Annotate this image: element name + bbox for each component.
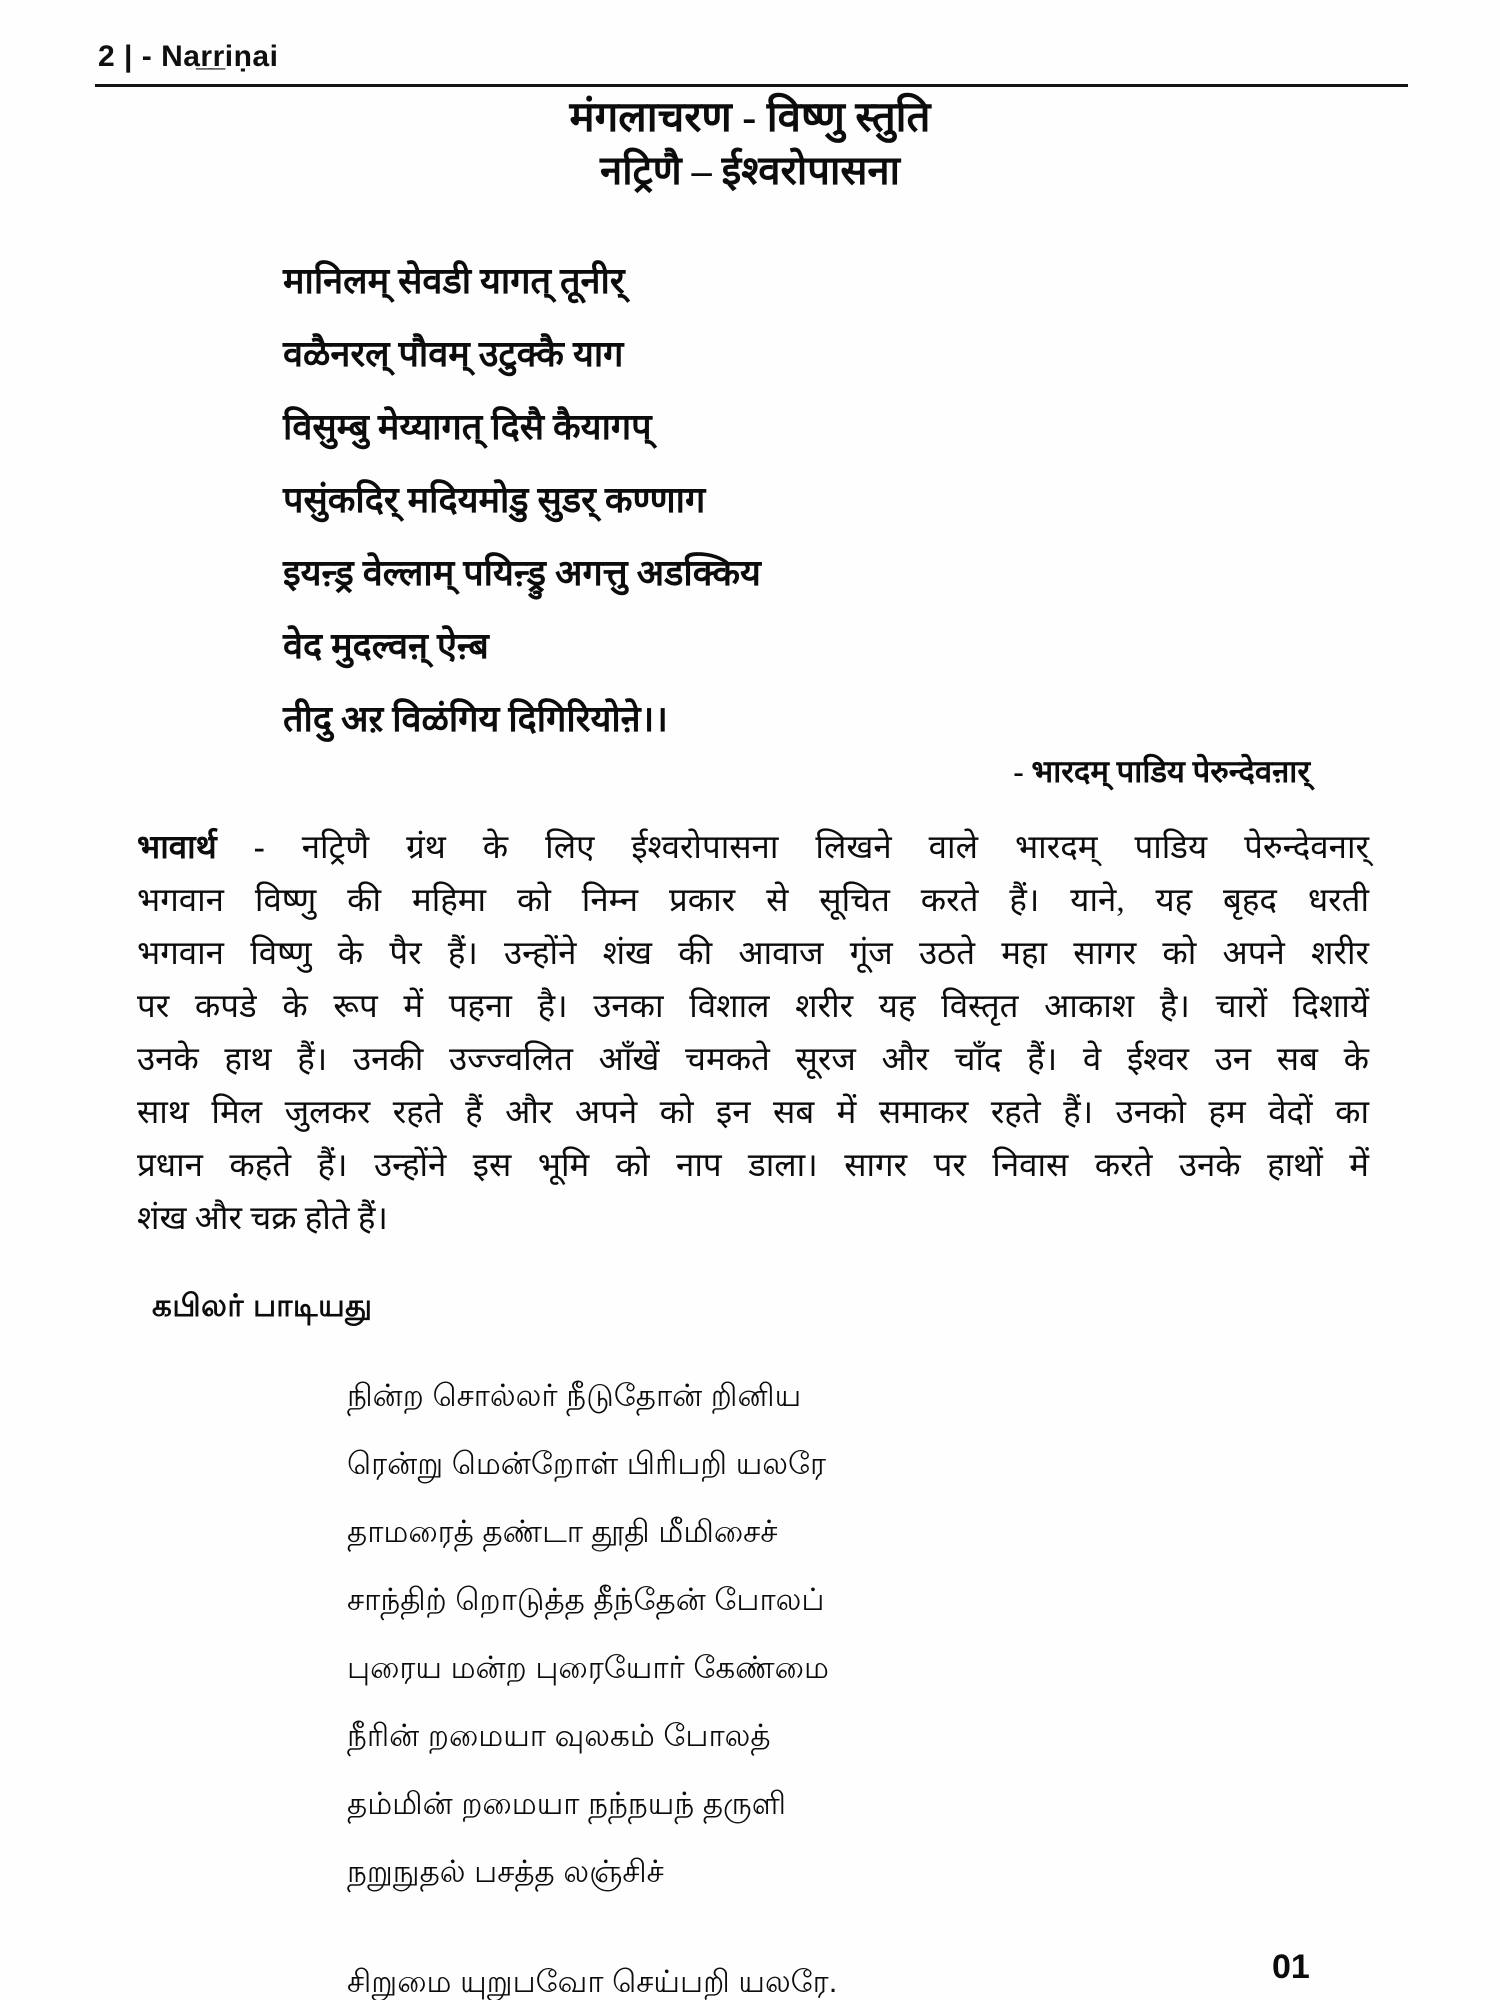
- paragraph-line: भगवान विष्णु के पैर हैं। उन्होंने शंख की आवाज गूंज उठते महा सागर को अपने शरीर: [137, 936, 1369, 972]
- verse-line: इयऩ्ड्र वेल्लाम् पयिऩ्ड्रु अगत्तु अडक्किय: [283, 553, 761, 593]
- verse-line: वेद मुदल्वऩ् ऐऩ्ब: [283, 626, 489, 666]
- paragraph-line: [137, 822, 1369, 875]
- header-rule: [95, 84, 1408, 87]
- paragraph-line: शंख और चक्र होते हैं।: [137, 1201, 388, 1237]
- title-line-1: मंगलाचरण - विष्णु स्तुति: [569, 95, 931, 141]
- verse-line: पसुंकदिर् मदियमोडु सुडर् कण्णाग: [283, 480, 706, 520]
- tamil-verse-line: புரைய மன்ற புரையோர் கேண்மை: [347, 1650, 829, 1685]
- verse-line: वळैनरल् पौवम् उटुक्कै याग: [283, 334, 624, 374]
- bhavarth-label: भावार्थ -: [137, 830, 265, 866]
- paragraph-text: नट्रिणै ग्रंथ के लिए ईश्वरोपासना लिखने वाले भारदम् पाडिय पेरुन्देवनार्: [264, 830, 1370, 866]
- tamil-verse-line: சிறுமை யுறுபவோ செய்பறி யலரே.: [347, 1964, 838, 1999]
- running-header: 2 | - Nar̲r̲iṇai: [98, 40, 279, 73]
- bhavarth-paragraph: [137, 822, 1369, 1246]
- tamil-verse-line: நீரின் றமையா வுலகம் போலத்: [347, 1718, 771, 1753]
- verse-attribution: - भारदम् पाडिय पेरुन्देवऩार्: [1013, 754, 1310, 789]
- chapter-title: [0, 92, 1500, 196]
- tamil-verse-line: தம்மின் றமையா நந்நயந் தருளி: [347, 1786, 787, 1821]
- paragraph-line: पर कपडे के रूप में पहना है। उनका विशाल शरीर यह विस्तृत आकाश है। चारों दिशायें: [137, 989, 1369, 1025]
- paragraph-line: साथ मिल जुलकर रहते हैं और अपने को इन सब में समाकर रहते हैं। उनको हम वेदों का: [137, 1095, 1369, 1131]
- page-number: 01: [1272, 1948, 1310, 1986]
- tamil-verse-line: நின்ற சொல்லர் நீடுதோன் றினிய: [347, 1378, 802, 1413]
- title-line-2: नट्रिणै – ईश्वरोपासना: [600, 148, 900, 193]
- verse-line: मानिलम् सेवडी यागत् तूनीर्: [283, 261, 625, 301]
- paragraph-line: उनके हाथ हैं। उनकी उज्ज्वलित आँखें चमकते सूरज और चाँद हैं। वे ईश्वर उन सब के: [137, 1042, 1369, 1078]
- verse-line: तीदु अऱ विळंगिय दिगिरियोऩे।।: [283, 699, 668, 739]
- tamil-verse-line: ரென்று மென்றோள் பிரிபறி யலரே: [347, 1446, 827, 1481]
- tamil-section-heading: கபிலர் பாடியது: [152, 1288, 373, 1323]
- paragraph-line: प्रधान कहते हैं। उन्होंने इस भूमि को नाप डाला। सागर पर निवास करते उनके हाथों में: [137, 1148, 1369, 1184]
- tamil-verse: [347, 1362, 837, 2000]
- tamil-verse-line: தாமரைத் தண்டா தூதி மீமிசைச்: [347, 1514, 778, 1549]
- tamil-verse-line: சாந்திற் றொடுத்த தீந்தேன் போலப்: [347, 1582, 825, 1617]
- invocation-verse: [283, 245, 761, 756]
- verse-line: विसुम्बु मेय्यागत् दिसै कैयागप्: [283, 407, 652, 447]
- tamil-verse-line: நறுநுதல் பசத்த லஞ்சிச்: [347, 1854, 664, 1889]
- paragraph-line: भगवान विष्णु की महिमा को निम्न प्रकार से सूचित करते हैं। याने, यह बृहद धरती: [137, 883, 1369, 919]
